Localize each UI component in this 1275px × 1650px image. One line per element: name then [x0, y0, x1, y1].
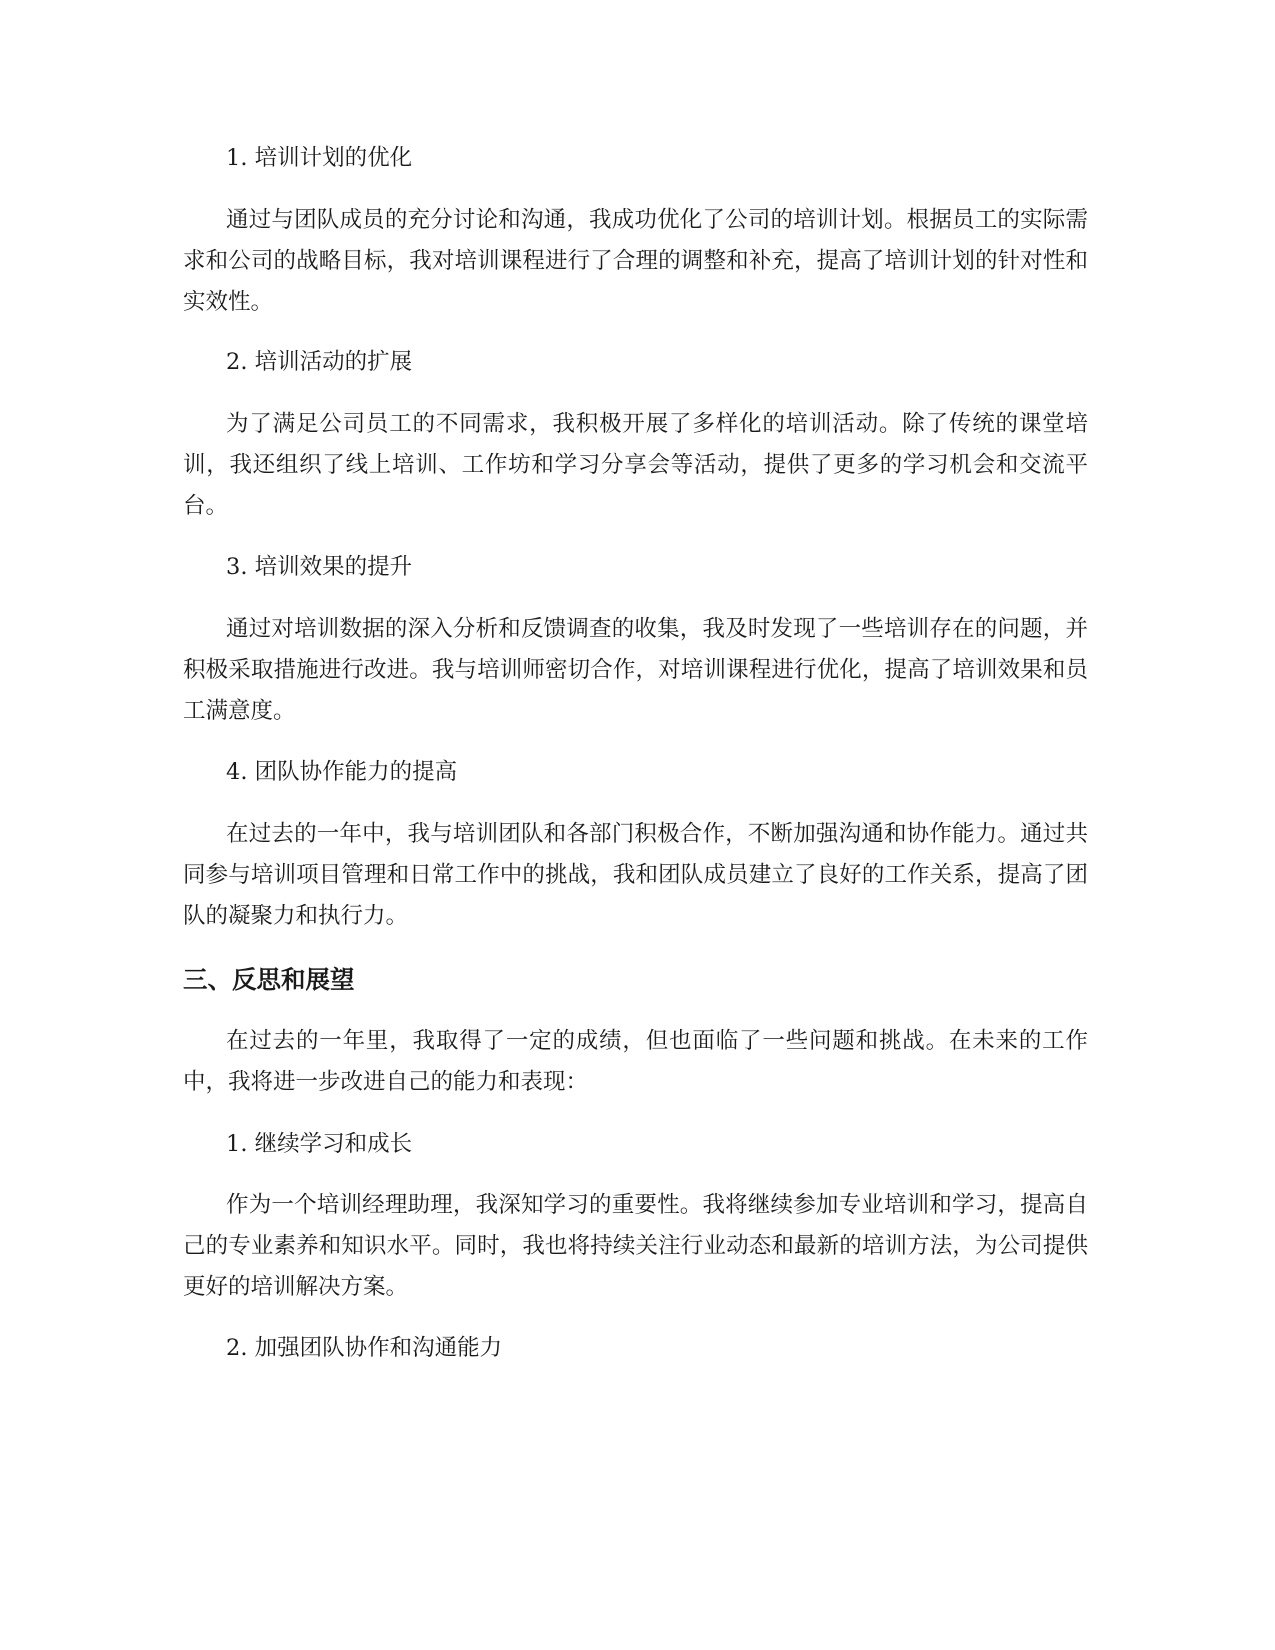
section-intro-paragraph: 在过去的一年里，我取得了一定的成绩，但也面临了一些问题和挑战。在未来的工作中，我将进一步改进自己的能力和表现： [183, 1028, 1088, 1095]
item-3-title: 3. 培训效果的提升 [226, 554, 413, 580]
item-3-paragraph: 通过对培训数据的深入分析和反馈调查的收集，我及时发现了一些培训存在的问题，并积极采取措施进行改进。我与培训师密切合作，对培训课程进行优化，提高了培训效果和员工满意度。 [183, 616, 1088, 724]
growth-item-2-title: 2. 加强团队协作和沟通能力 [226, 1335, 503, 1361]
item-4-title: 4. 团队协作能力的提高 [226, 759, 458, 785]
item-1-title: 1. 培训计划的优化 [226, 145, 413, 171]
growth-item-1-paragraph: 作为一个培训经理助理，我深知学习的重要性。我将继续参加专业培训和学习，提高自己的专业素养和知识水平。同时，我也将持续关注行业动态和最新的培训方法，为公司提供更好的培训解决方案。 [183, 1192, 1088, 1300]
item-2-title: 2. 培训活动的扩展 [226, 349, 413, 375]
item-4-paragraph: 在过去的一年中，我与培训团队和各部门积极合作，不断加强沟通和协作能力。通过共同参与培训项目管理和日常工作中的挑战，我和团队成员建立了良好的工作关系，提高了团队的凝聚力和执行力。 [183, 821, 1088, 929]
item-2-paragraph: 为了满足公司员工的不同需求，我积极开展了多样化的培训活动。除了传统的课堂培训，我还组织了线上培训、工作坊和学习分享会等活动，提供了更多的学习机会和交流平台。 [183, 411, 1088, 519]
item-1-paragraph: 通过与团队成员的充分讨论和沟通，我成功优化了公司的培训计划。根据员工的实际需求和公司的战略目标，我对培训课程进行了合理的调整和补充，提高了培训计划的针对性和实效性。 [183, 207, 1088, 315]
section-heading: 三、反思和展望 [183, 965, 355, 994]
growth-item-1-title: 1. 继续学习和成长 [226, 1131, 413, 1157]
